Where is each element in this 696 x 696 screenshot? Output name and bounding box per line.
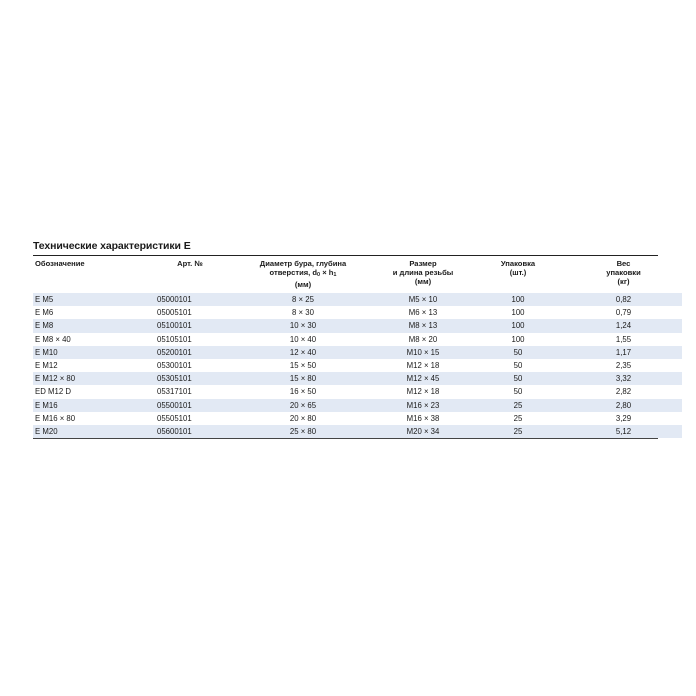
table-row xyxy=(33,359,682,372)
col-header-size-unit: (мм) xyxy=(414,277,432,286)
cell-thread-size: M8 × 20 xyxy=(408,334,438,344)
cell-pack-qty: 25 xyxy=(471,425,565,438)
cell-pack-weight: 0,79 xyxy=(615,308,632,318)
specs-table xyxy=(33,256,682,438)
cell-thread-size: M20 × 34 xyxy=(375,425,471,438)
cell-article: 05300101 xyxy=(157,361,192,371)
col-header-drill-unit: (мм) xyxy=(294,280,312,289)
col-header-designation xyxy=(33,256,149,293)
col-header-weight xyxy=(565,256,682,293)
cell-pack-weight: 2,82 xyxy=(615,387,632,397)
table-row xyxy=(33,372,682,385)
cell-pack-weight: 1,55 xyxy=(615,334,632,344)
cell-pack-qty: 25 xyxy=(471,399,565,412)
cell-drill-size: 8 × 25 xyxy=(231,293,375,306)
cell-pack-weight: 1,24 xyxy=(565,319,682,332)
cell-thread-size: M6 × 13 xyxy=(408,308,438,318)
cell-designation: E M20 xyxy=(33,425,149,438)
col-header-article xyxy=(149,256,231,293)
drill-subscript-0: 0 xyxy=(317,272,321,278)
cell-article: 05200101 xyxy=(149,346,231,359)
cell-drill-size: 25 × 80 xyxy=(231,425,375,438)
cell-designation: E M10 xyxy=(33,346,149,359)
cell-pack-weight: 2,80 xyxy=(565,399,682,412)
cell-article: 05005101 xyxy=(157,308,192,318)
cell-article: 05317101 xyxy=(157,387,192,397)
cell-article: 05100101 xyxy=(149,319,231,332)
col-header-weight-line2: упаковки xyxy=(606,268,641,277)
cell-pack-qty: 50 xyxy=(513,387,523,397)
cell-pack-qty: 100 xyxy=(511,308,525,318)
col-header-size xyxy=(375,256,471,293)
cell-thread-size: M5 × 10 xyxy=(375,293,471,306)
cell-designation: E M8 xyxy=(33,319,149,332)
col-header-pack-line2: (шт.) xyxy=(509,268,527,277)
cell-pack-weight: 1,17 xyxy=(565,346,682,359)
cell-thread-size: M10 × 15 xyxy=(375,346,471,359)
cell-article: 05600101 xyxy=(149,425,231,438)
cell-pack-qty: 50 xyxy=(471,346,565,359)
col-header-size-line1: Размер xyxy=(409,259,437,268)
cell-designation: ED M12 D xyxy=(35,387,71,397)
col-header-pack-line1: Упаковка xyxy=(500,259,536,268)
cell-pack-weight: 3,32 xyxy=(565,372,682,385)
cell-designation: E M16 xyxy=(33,399,149,412)
cell-thread-size: M12 × 18 xyxy=(406,361,440,371)
cell-designation: E M5 xyxy=(33,293,149,306)
cell-drill-size: 15 × 50 xyxy=(289,361,317,371)
table-row xyxy=(33,333,682,346)
drill-subscript-1: 1 xyxy=(333,272,337,278)
cell-pack-qty: 100 xyxy=(511,334,525,344)
table-row xyxy=(33,385,682,398)
cell-thread-size: M12 × 18 xyxy=(406,387,440,397)
cell-pack-weight: 5,12 xyxy=(565,425,682,438)
table-row xyxy=(33,425,682,438)
header-row xyxy=(33,256,682,293)
table-row xyxy=(33,319,682,332)
col-header-drill xyxy=(231,256,375,293)
col-header-drill-times: × h xyxy=(320,268,334,277)
table-row xyxy=(33,293,682,306)
cell-drill-size: 10 × 30 xyxy=(231,319,375,332)
cell-drill-size: 20 × 65 xyxy=(231,399,375,412)
col-header-weight-line1: Вес xyxy=(616,259,631,268)
col-header-size-line2: и длина резьбы xyxy=(392,268,454,277)
cell-designation: E M6 xyxy=(35,308,54,318)
cell-pack-qty: 25 xyxy=(513,413,523,423)
table-row xyxy=(33,399,682,412)
cell-pack-weight: 3,29 xyxy=(615,413,632,423)
cell-designation: E M12 × 80 xyxy=(33,372,149,385)
col-header-article-label: Арт. № xyxy=(177,259,203,268)
cell-drill-size: 15 × 80 xyxy=(231,372,375,385)
cell-pack-qty: 50 xyxy=(471,372,565,385)
bottom-rule xyxy=(33,438,658,439)
cell-designation: E M12 xyxy=(35,361,58,371)
table-row xyxy=(33,412,682,425)
col-header-pack xyxy=(471,256,565,293)
cell-pack-qty: 50 xyxy=(513,361,523,371)
cell-thread-size: M16 × 23 xyxy=(375,399,471,412)
col-header-designation-label: Обозначение xyxy=(35,259,85,268)
cell-drill-size: 10 × 40 xyxy=(289,334,317,344)
table-row xyxy=(33,346,682,359)
cell-pack-weight: 2,35 xyxy=(615,361,632,371)
cell-designation: E M16 × 80 xyxy=(35,413,76,423)
cell-pack-qty: 100 xyxy=(471,293,565,306)
cell-article: 05500101 xyxy=(149,399,231,412)
cell-pack-qty: 100 xyxy=(471,319,565,332)
cell-thread-size: M12 × 45 xyxy=(375,372,471,385)
col-header-drill-line1: Диаметр бура, глубина xyxy=(259,259,347,268)
cell-drill-size: 16 × 50 xyxy=(289,387,317,397)
cell-thread-size: M16 × 38 xyxy=(406,413,440,423)
specs-table-block xyxy=(33,240,658,439)
cell-drill-size: 12 × 40 xyxy=(231,346,375,359)
cell-thread-size: M8 × 13 xyxy=(375,319,471,332)
cell-drill-size: 8 × 30 xyxy=(292,308,314,318)
table-title: Технические характеристики E xyxy=(33,240,191,252)
cell-article: 05000101 xyxy=(149,293,231,306)
cell-drill-size: 20 × 80 xyxy=(289,413,317,423)
table-body xyxy=(33,293,682,438)
cell-article: 05505101 xyxy=(157,413,192,423)
col-header-drill-line2: отверстия, d xyxy=(269,268,318,277)
cell-pack-weight: 0,82 xyxy=(565,293,682,306)
cell-designation: E M8 × 40 xyxy=(35,334,71,344)
table-row xyxy=(33,306,682,319)
cell-article: 05305101 xyxy=(149,372,231,385)
col-header-weight-unit: (кг) xyxy=(617,277,630,286)
cell-article: 05105101 xyxy=(157,334,192,344)
